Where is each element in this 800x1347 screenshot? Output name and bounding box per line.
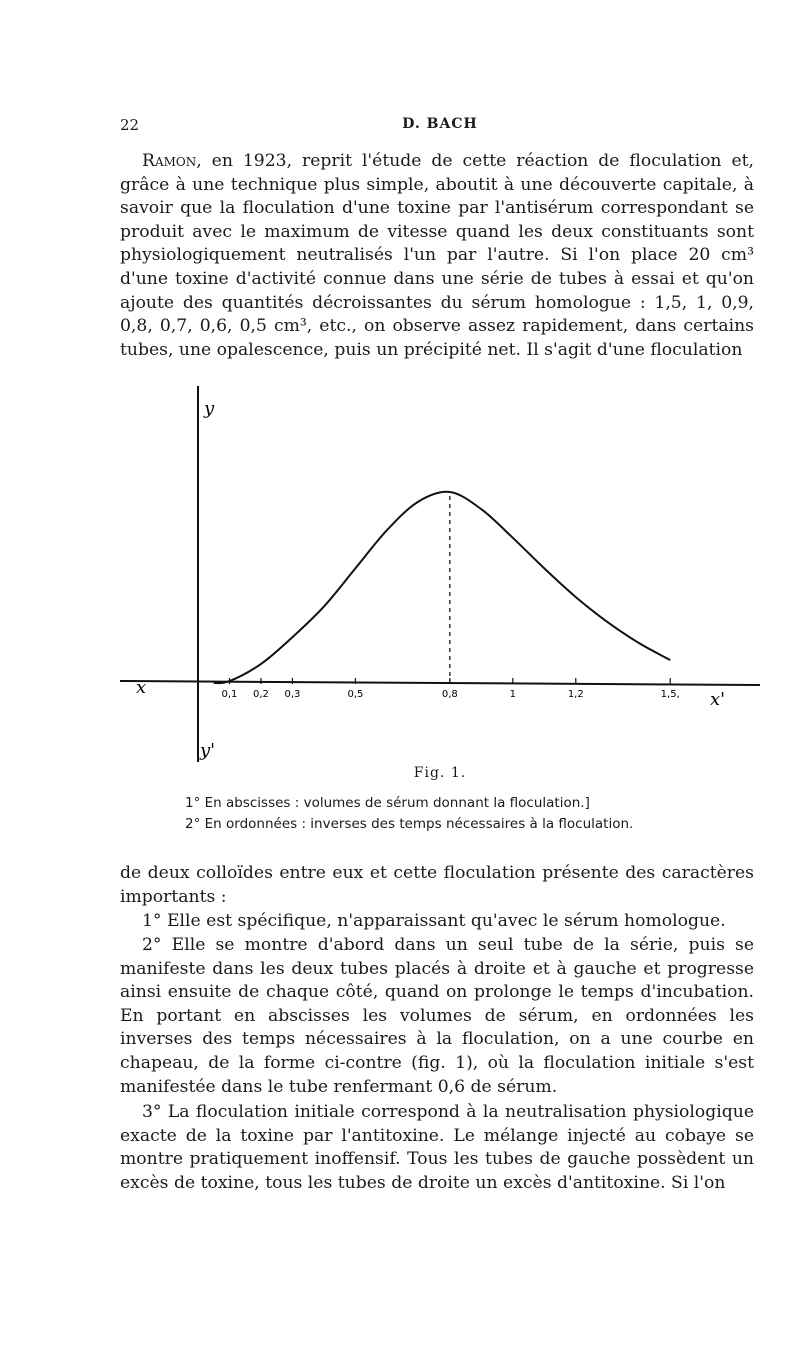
figure-caption: Fig. 1. (413, 765, 467, 781)
x-tick-label: 0,3 (284, 689, 301, 700)
paragraph-point-1: 1° Elle est spécifique, n'apparaissant qu'avec le sérum homologue. (142, 911, 726, 931)
x-tick-label: 0,2 (253, 689, 269, 700)
running-head: D. BACH (402, 116, 478, 132)
paragraph-ramon (120, 150, 754, 362)
paragraph-point-3: 3° La floculation initiale correspond à la neutralisation physiologique exacte de la toxine par l'antitoxine. Le mélange injecté au cobaye se montre pratiquement inoffensif. Tous les tubes de gauche possèdent un excès de toxine, tous les tubes de droite un excès d'antitoxine. Si l'on (120, 1102, 754, 1193)
y-axis-label: y (204, 398, 215, 419)
flocculation-curve (214, 492, 671, 683)
paragraph-colloids: de deux colloïdes entre eux et cette floculation présente des caractères importants : (120, 863, 754, 907)
page-number: 22 (120, 116, 140, 134)
x-tick-label: 0,1 (221, 689, 238, 700)
x-prime-axis-label: x' (710, 689, 726, 710)
author-name: Ramon (142, 151, 197, 171)
paragraph-ramon-text: , en 1923, reprit l'étude de cette réaction de floculation et, grâce à une technique plus simple, aboutit à une découverte capitale, à savoir que la floculation d'une toxine par l'antisérum correspondant se produit avec le maximum de vitesse quand les deux constituants sont physiologiquement neutralisés l'un par l'autre. Si l'on place 20 cm³ d'une toxine d'activité connue dans une série de tubes à essai et qu'on ajoute des quantités décroissantes du sérum homologue : 1,5, 1, 0,9, 0,8, 0,7, 0,6, 0,5 cm³, etc., on observe assez rapidement, dans certains tubes, une opalescence, puis un précipité net. Il s'agit d'une floculation (120, 151, 754, 360)
x-axis-label: x (136, 677, 147, 698)
y-prime-axis-label: y' (200, 740, 216, 761)
x-tick-label: 1,2 (567, 689, 584, 700)
flocculation-curve-chart (120, 384, 760, 774)
x-tick-label: 1,5, (660, 689, 680, 700)
x-tick-label: 1 (509, 689, 517, 700)
page-header (120, 116, 760, 136)
x-tick-label: 0,8 (441, 689, 458, 700)
figure-1 (120, 384, 760, 774)
x-tick-label: 0,5 (347, 689, 364, 700)
figure-legend-abscissa: 1° En abscisses : volumes de sérum donnant la floculation.] (185, 795, 590, 811)
figure-legend-ordinate: 2° En ordonnées : inverses des temps nécessaires à la floculation. (185, 816, 634, 832)
paragraph-point-2: 2° Elle se montre d'abord dans un seul tube de la série, puis se manifeste dans les deux tubes placés à droite et à gauche et progresse ainsi ensuite de chaque côté, quand on prolonge le temps d'incubation. En portant en abscisses les volumes de sérum, en ordonnées les inverses des temps nécessaires à la floculation, on a une courbe en chapeau, de la forme ci-contre (fig. 1), où la floculation initiale s'est manifestée dans le tube renfermant 0,6 de sérum. (120, 935, 754, 1097)
